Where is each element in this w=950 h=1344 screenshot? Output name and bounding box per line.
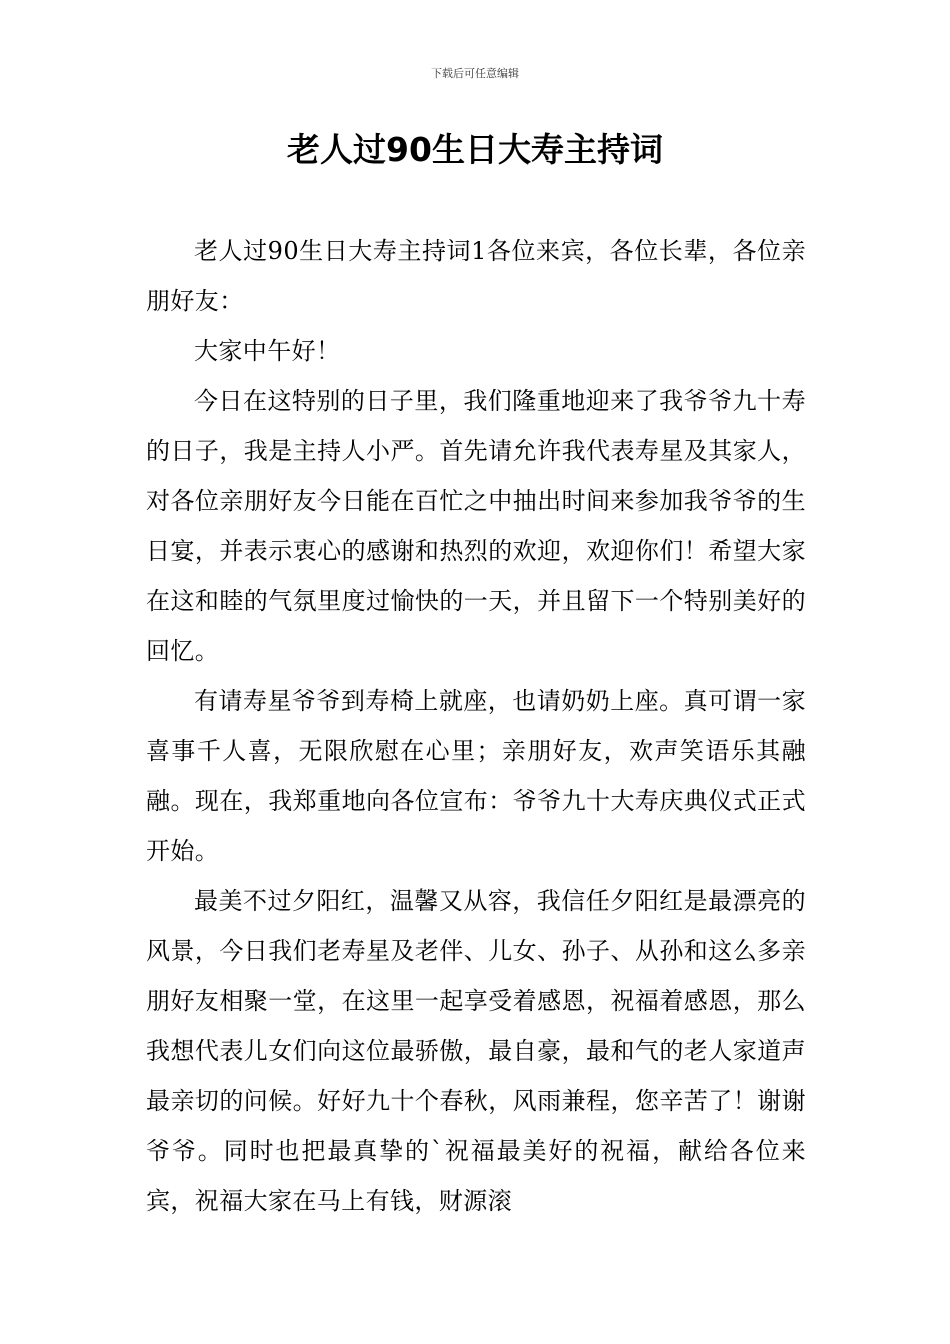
document-body	[146, 226, 806, 1226]
paragraph-intro: 老人过90生日大寿主持词1各位来宾，各位长辈，各位亲朋好友：	[146, 237, 806, 315]
document-title: 老人过90生日大寿主持词	[287, 130, 663, 169]
paragraph-ceremony-start: 有请寿星爷爷到寿椅上就座，也请奶奶上座。真可谓一家喜事千人喜，无限欣慰在心里；亲朋好友，欢声笑语乐其融融。现在，我郑重地向各位宣布：爷爷九十大寿庆典仪式正式开始。	[146, 687, 806, 865]
paragraph-greeting: 大家中午好！	[194, 337, 341, 365]
paragraph-blessing: 最美不过夕阳红，温馨又从容，我信任夕阳红是最漂亮的风景，今日我们老寿星及老伴、儿女、孙子、从孙和这么多亲朋好友相聚一堂，在这里一起享受着感恩，祝福着感恩，那么我想代表儿女们向这位最骄傲，最自豪，最和气的老人家道声最亲切的问候。好好九十个春秋，风雨兼程，您辛苦了！谢谢爷爷。同时也把最真挚的`祝福最美好的祝福，献给各位来宾，祝福大家在马上有钱，财源滚	[146, 887, 806, 1215]
header-note: 下载后可任意编辑	[431, 67, 519, 80]
paragraph-welcome: 今日在这特别的日子里，我们隆重地迎来了我爷爷九十寿的日子，我是主持人小严。首先请允许我代表寿星及其家人，对各位亲朋好友今日能在百忙之中抽出时间来参加我爷爷的生日宴，并表示衷心的感谢和热烈的欢迎，欢迎你们！希望大家在这和睦的气氛里度过愉快的一天，并且留下一个特别美好的回忆。	[146, 387, 806, 665]
